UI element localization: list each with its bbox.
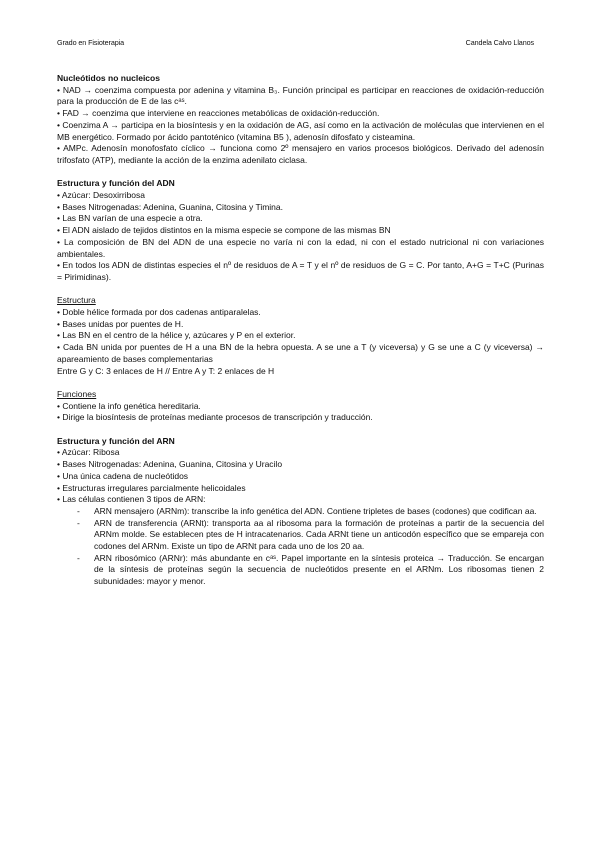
list-item: • Las células contienen 3 tipos de ARN:	[57, 494, 206, 505]
list-item: • FAD → coenzima que interviene en reacciones metabólicas de oxidación-reducción.	[57, 108, 380, 119]
list-item: • La composición de BN del ADN de una especie no varía ni con la edad, ni con el estado nutricional ni con variaciones ambientales.	[57, 236, 544, 259]
list-item: • Las BN varían de una especie a otra.	[57, 213, 203, 224]
list-item: • Dirige la biosíntesis de proteínas mediante procesos de transcripción y traducción.	[57, 412, 373, 423]
list-item: • Una única cadena de nucleótidos	[57, 470, 189, 481]
sub-list-item	[57, 553, 544, 588]
list-item: • Bases Nitrogenadas: Adenina, Guanina, Citosina y Uracilo	[57, 459, 283, 470]
list-item: • En todos los ADN de distintas especies el nº de residuos de A = T y el nº de residuos de G = C. Por tanto, A+G = T+C (Purinas = Pirimidinas).	[57, 260, 544, 282]
header-course: Grado en Fisioterapia	[57, 38, 125, 47]
section-title-estructura: Estructura	[57, 295, 96, 306]
document-body	[57, 73, 544, 588]
sub-list-item-text: ARN ribosómico (ARNr): más abundante en cᵃˢ. Papel importante en la síntesis proteica → Traducción. Se encargan de la síntesis de proteínas según la secuencia de nucleótidos presente en el ARNm. Los ribosomas tienen 2 subunidades: mayor y menor.	[94, 552, 544, 587]
list-item: • AMPc. Adenosín monofosfato cíclico → funciona como 2º mensajero en varios procesos biológicos. Derivado del adenosín trifosfato (ATP), mediante la acción de la enzima adenilato ciclasa.	[57, 143, 544, 165]
list-item: • El ADN aislado de tejidos distintos en la misma especie se compone de las mismas BN	[57, 225, 391, 236]
dash-bullet: -	[77, 505, 80, 516]
section-title-nucleotidos: Nucleótidos no nucleicos	[57, 73, 160, 83]
list-item: • Cada BN unida por puentes de H a una BN de la hebra opuesta. A se une a T (y viceversa) y G se une a C (y viceversa) → apareamiento de bases complementarias	[57, 342, 544, 364]
section-title-adn: Estructura y función del ADN	[57, 178, 175, 189]
dash-bullet: -	[77, 552, 80, 563]
list-item: • Azúcar: Ribosa	[57, 447, 120, 458]
section-title-arn: Estructura y función del ARN	[57, 435, 175, 446]
list-item: • Doble hélice formada por dos cadenas antiparalelas.	[57, 307, 261, 318]
list-item: • Contiene la info genética hereditaria.	[57, 400, 201, 411]
dash-bullet: -	[77, 517, 80, 528]
list-item: • NAD → coenzima compuesta por adenina y vitamina B₃. Función principal es participar en reacciones de oxidación-reducción para la producción de E de las cᵃˢ.	[57, 84, 544, 107]
header-author: Candela Calvo Llanos	[465, 38, 534, 47]
list-item: • Coenzima A → participa en la biosíntesis y en la oxidación de AG, así como en la activación de moléculas que intervienen en el MB energético. Formado por ácido pantoténico (vitamina B5 ), adenosín difosfato y cisteamina.	[57, 119, 544, 142]
section-title-funciones: Funciones	[57, 388, 97, 399]
list-item: • Las BN en el centro de la hélice y, azúcares y P en el exterior.	[57, 330, 296, 341]
sub-list-item	[57, 518, 544, 553]
sub-list-item-text: ARN de transferencia (ARNt): transporta aa al ribosoma para la formación de proteínas a partir de la secuencia del ARNm molde. Se establecen ptes de H intracatenarios. Cada ARNt tiene un anticodón específico que se empareja con codones del ARNm. Existe un tipo de ARNt para cada uno de los 20 aa.	[94, 517, 544, 552]
sub-list-item	[57, 506, 544, 518]
list-item: • Bases Nitrogenadas: Adenina, Guanina, Citosina y Timina.	[57, 201, 283, 212]
list-item: Entre G y C: 3 enlaces de H // Entre A y T: 2 enlaces de H	[57, 365, 275, 376]
sub-list-item-text: ARN mensajero (ARNm): transcribe la info genética del ADN. Contiene tripletes de bases (codones) que codifican aa.	[94, 505, 537, 516]
list-item: • Azúcar: Desoxirribosa	[57, 190, 146, 201]
list-item: • Bases unidas por puentes de H.	[57, 318, 184, 329]
list-item: • Estructuras irregulares parcialmente helicoidales	[57, 482, 246, 493]
